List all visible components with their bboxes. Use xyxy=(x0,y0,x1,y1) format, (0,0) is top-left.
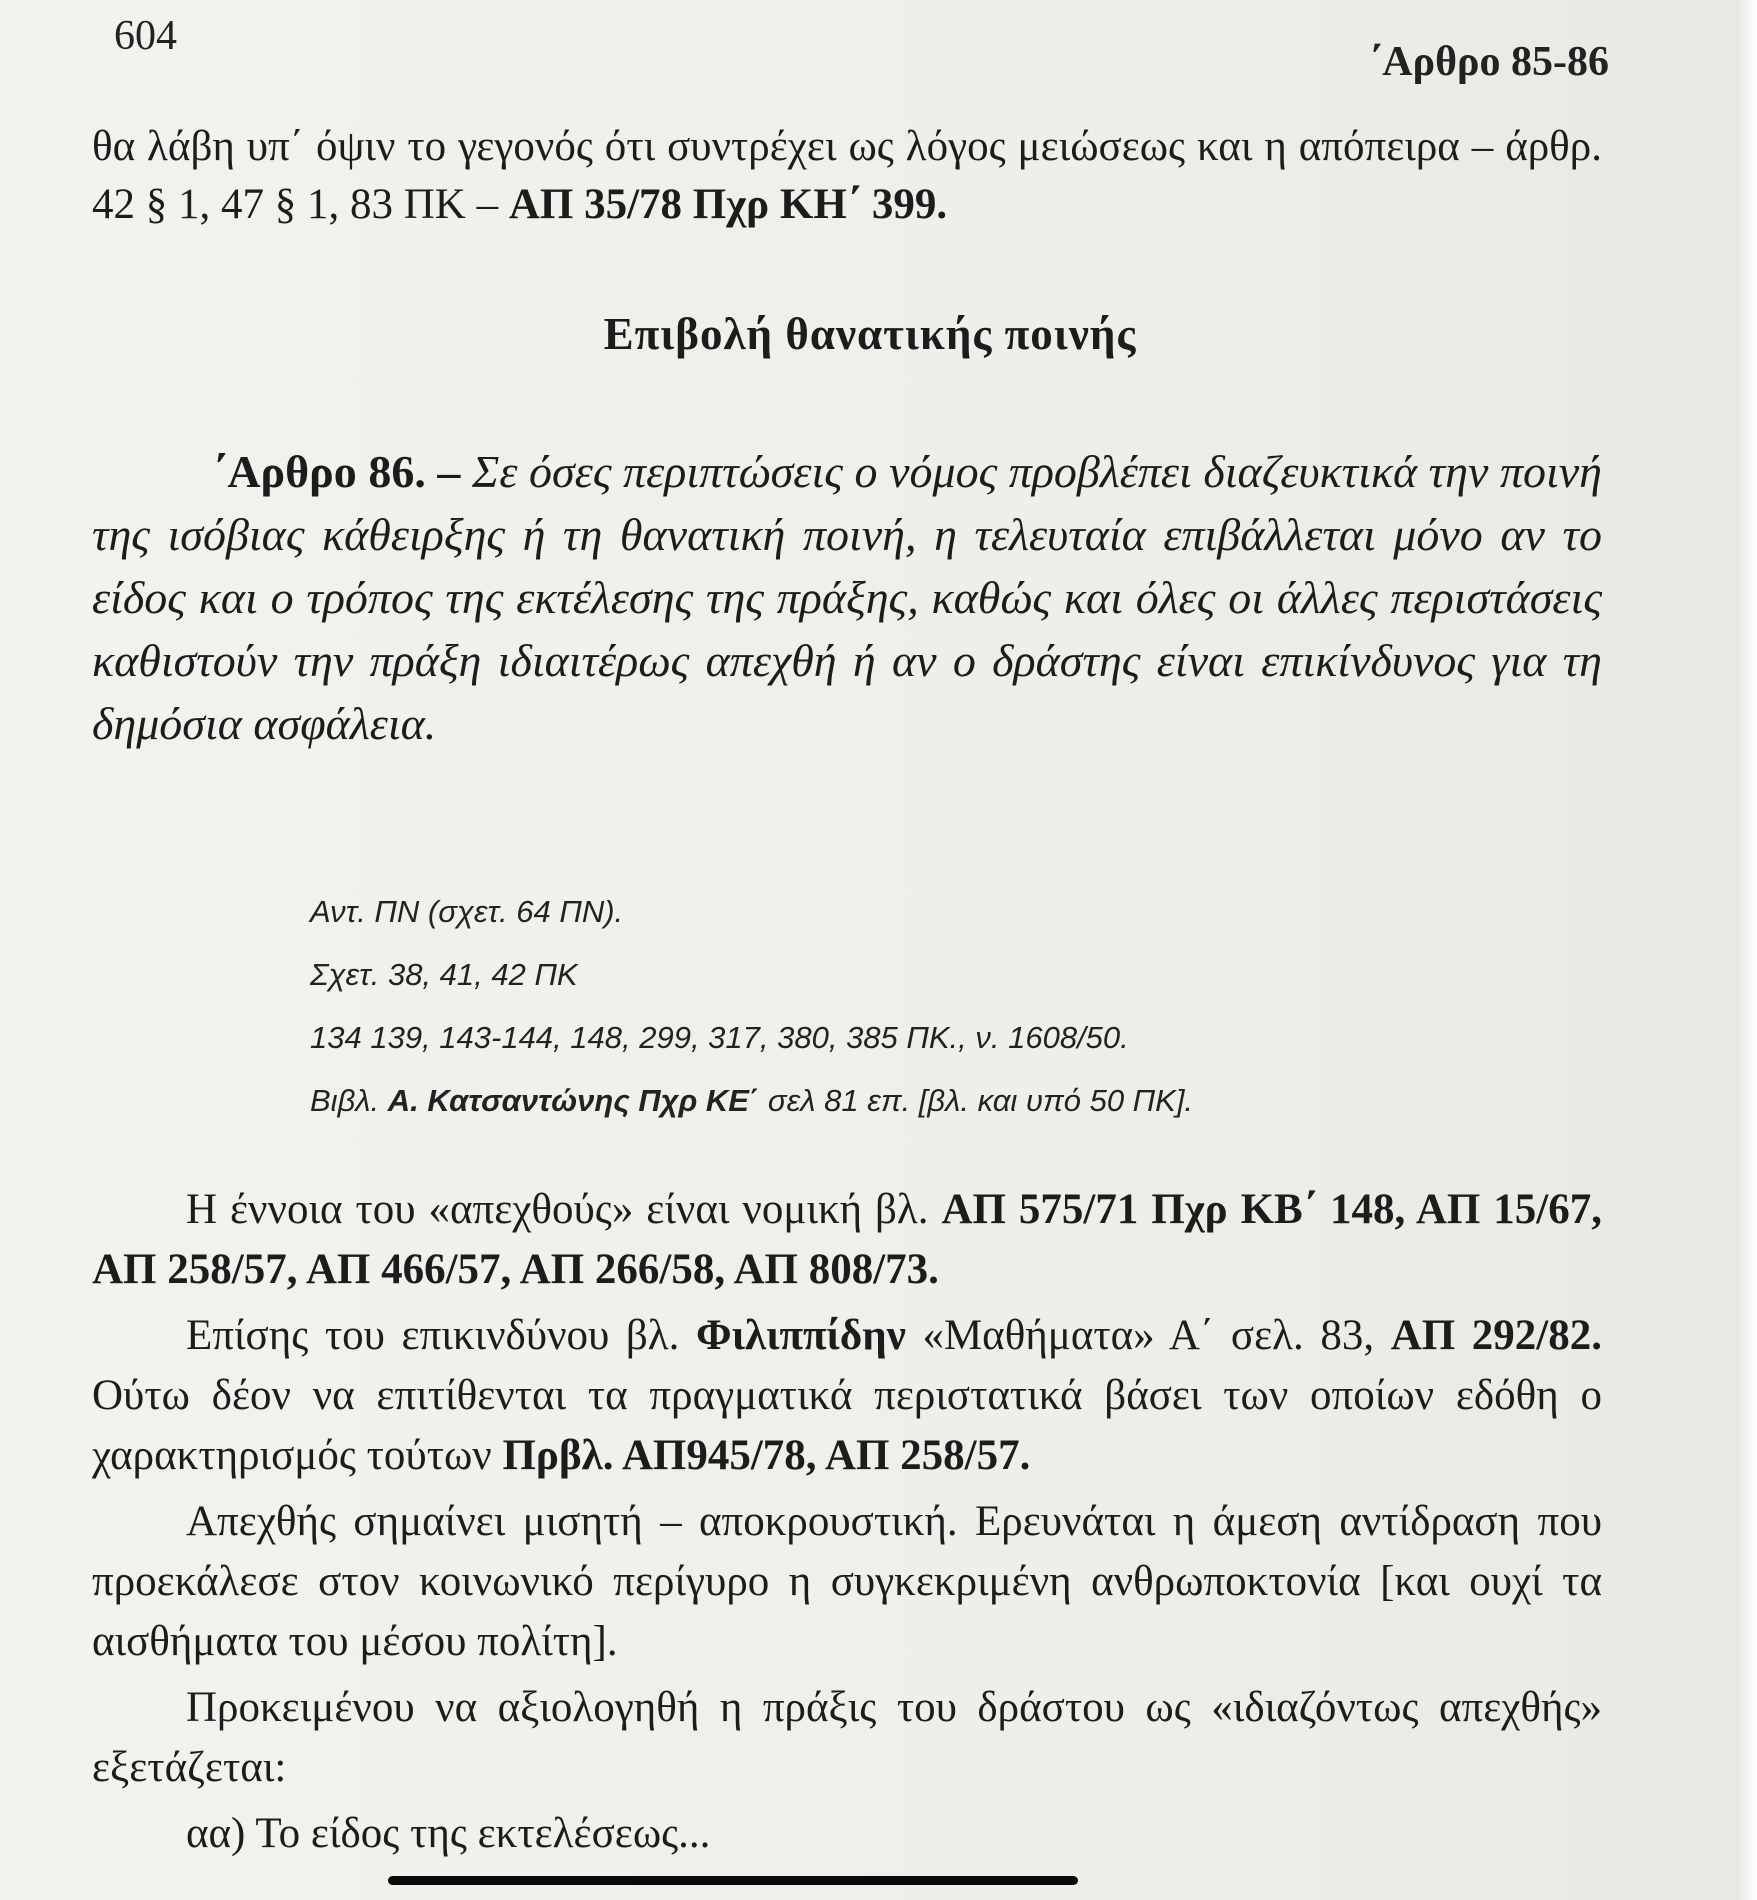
ref-bold: Α. Κατσαντώνης Πχρ ΚΕ΄ xyxy=(387,1083,760,1118)
commentary xyxy=(92,1180,1602,1870)
continuation-citation: ΑΠ 35/78 Πχρ ΚΗ΄ 399. xyxy=(508,181,948,228)
commentary-author: Φιλιππίδην xyxy=(696,1312,906,1359)
page-edge xyxy=(1739,0,1757,1900)
ref-prefix: Βιβλ. xyxy=(310,1083,388,1118)
ref-suffix: σελ 81 επ. [βλ. και υπό 50 ΠΚ]. xyxy=(759,1083,1194,1118)
page-number: 604 xyxy=(114,13,177,59)
article-86 xyxy=(92,440,1602,755)
running-head: ΄Αρθρο 85-86 xyxy=(1368,39,1609,85)
commentary-paragraph xyxy=(92,1306,1602,1486)
reference-line: 134 139, 143-144, 148, 299, 317, 380, 385 ΠΚ., ν. 1608/50. xyxy=(310,1020,1129,1055)
references-block xyxy=(310,880,1610,1132)
continuation-paragraph xyxy=(92,118,1602,234)
commentary-text: Η έννοια του «απεχθούς» είναι νομική βλ. xyxy=(186,1186,942,1233)
section-heading: Επιβολή θανατικής ποινής xyxy=(603,309,1137,359)
commentary-paragraph xyxy=(92,1180,1602,1300)
commentary-text: Επίσης του επικινδύνου βλ. xyxy=(186,1312,696,1359)
home-indicator[interactable] xyxy=(388,1876,1078,1885)
continuation-text: θα λάβη υπ΄ όψιν το γεγονός ότι συντρέχει ως λόγος μειώσεως και η απόπειρα – άρθρ. 42 § 1, 47 § 1, 83 ΠΚ – xyxy=(92,123,1602,228)
commentary-text: Ούτω δέον να επιτίθενται τα πραγματικά περιστατικά βάσει των οποίων εδόθη ο χαρακτηρισμός τούτων xyxy=(92,1372,1602,1479)
article-lead: ΄Αρθρο 86. – xyxy=(212,446,461,497)
commentary-text: «Μαθήματα» Α΄ σελ. 83, xyxy=(905,1312,1391,1359)
commentary-paragraph: Προκειμένου να αξιολογηθή η πράξις του δράστου ως «ιδιαζόντως απεχθής» εξετάζεται: xyxy=(92,1684,1602,1791)
reference-line xyxy=(310,1069,1610,1132)
commentary-paragraph-partial: αα) Το είδος της εκτελέσεως... xyxy=(186,1810,711,1857)
reference-line: Σχετ. 38, 41, 42 ΠΚ xyxy=(310,957,578,992)
commentary-citation: ΑΠ 575/71 Πχρ ΚΒ΄ 148, ΑΠ 15/67, ΑΠ 258/57, ΑΠ 466/57, ΑΠ 266/58, ΑΠ 808/73. xyxy=(92,1186,1602,1293)
commentary-paragraph: Απεχθής σημαίνει μισητή – αποκρουστική. Ερευνάται η άμεση αντίδραση που προεκάλεσε στον κοινωνικό περίγυρο η συγκεκριμένη ανθρωποκτονία [και ουχί τα αισθήματα του μέσου πολίτη]. xyxy=(92,1498,1602,1665)
commentary-citation: Πρβλ. ΑΠ945/78, ΑΠ 258/57. xyxy=(502,1432,1031,1479)
article-text: Σε όσες περιπτώσεις ο νόμος προβλέπει διαζευκτικά την ποινή της ισόβιας κάθειρξης ή τη θανατική ποινή, η τελευταία επιβάλλεται μόνο αν το είδος και ο τρόπος της εκτέλεσης της πράξης, καθώς και όλες οι άλλες περιστάσεις καθιστούν την πράξη ιδιαιτέρως απεχθή ή αν ο δράστης είναι επικίνδυνος για τη δημόσια ασφάλεια. xyxy=(92,446,1602,749)
reference-line: Αντ. ΠΝ (σχετ. 64 ΠΝ). xyxy=(310,894,624,929)
commentary-citation: ΑΠ 292/82. xyxy=(1390,1312,1602,1359)
